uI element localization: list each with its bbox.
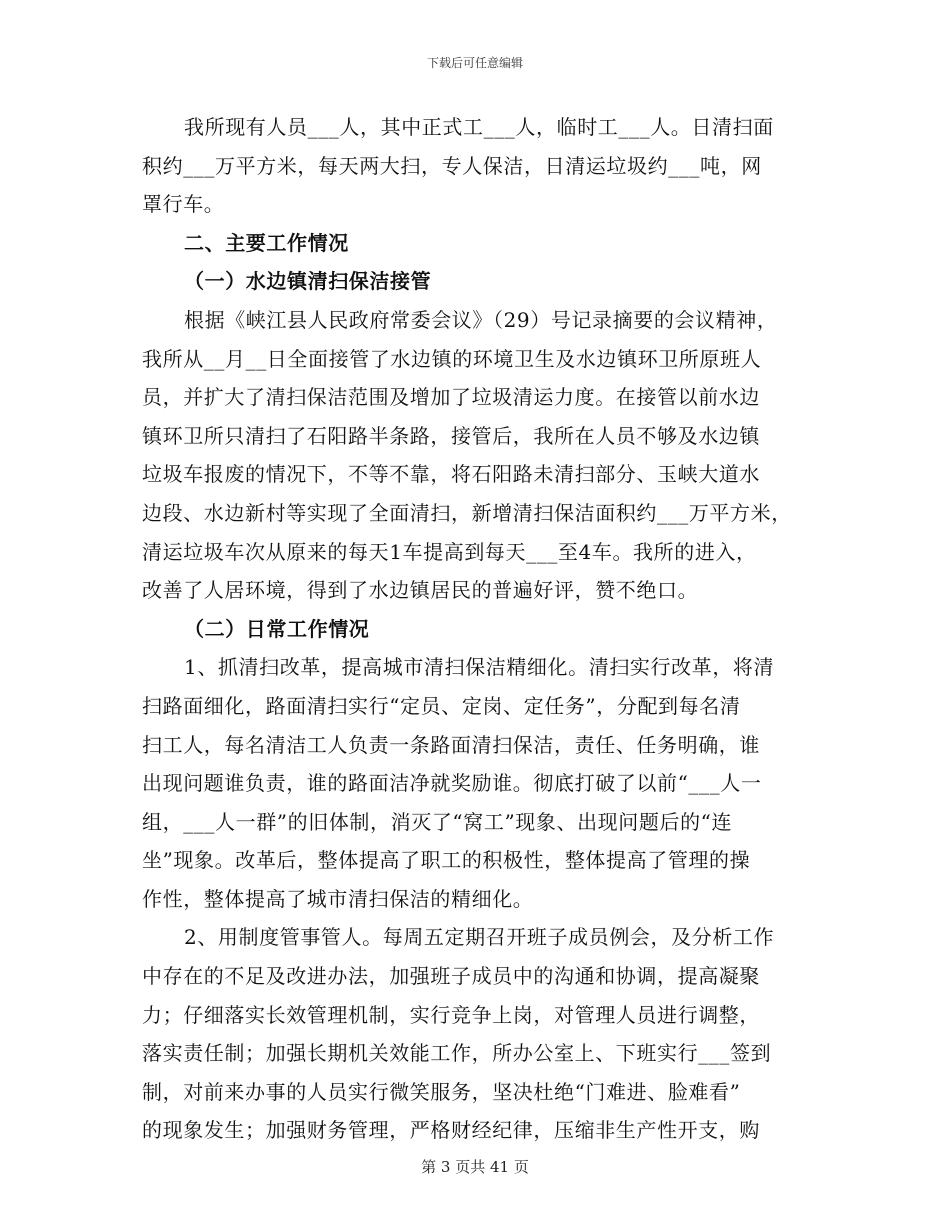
text-line: 垃圾车报废的情况下，不等不靠，将石阳路未清扫部分、玉峡大道水 <box>142 462 760 487</box>
text-line: 我所从__月__日全面接管了水边镇的环境卫生及水边镇环卫所原班人 <box>142 346 762 371</box>
text-line: 落实责任制；加强长期机关效能工作，所办公室上、下班实行___签到 <box>142 1041 772 1066</box>
header-note: 下载后可任意编辑 <box>426 56 523 70</box>
text-line: 镇环卫所只清扫了石阳路半条路，接管后，我所在人员不够及水边镇 <box>142 423 760 448</box>
text-line: 坐”现象。改革后，整体提高了职工的积极性，整体提高了管理的操 <box>142 848 751 873</box>
text-line: 出现问题谁负责，谁的路面洁净就奖励谁。彻底打破了以前“___人一 <box>142 771 762 796</box>
text-line: 组，___人一群”的旧体制，消灭了“窝工”现象、出现问题后的“连 <box>142 809 733 834</box>
text-line: 中存在的不足及改进办法，加强班子成员中的沟通和协调，提高凝聚 <box>142 964 760 989</box>
text-line: 扫路面细化，路面清扫实行“定员、定岗、定任务”，分配到每名清 <box>142 693 741 718</box>
text-line: 力；仔细落实长效管理机制，实行竞争上岗，对管理人员进行调整， <box>142 1002 760 1027</box>
text-line: 我所现有人员___人，其中正式工___人，临时工___人。日清扫面 <box>184 115 774 139</box>
text-line: 1、抓清扫改革，提高城市清扫保洁精细化。清扫实行改革，将清 <box>184 655 775 680</box>
text-line: 员，并扩大了清扫保洁范围及增加了垃圾清运力度。在接管以前水边 <box>142 385 760 410</box>
document-body <box>142 108 814 1150</box>
text-line: 清运垃圾车次从原来的每天1车提高到每天___至4车。我所的进入， <box>142 539 757 564</box>
text-line: 2、用制度管事管人。每周五定期召开班子成员例会，及分析工作 <box>184 925 775 950</box>
text-line: 扫工人，每名清洁工人负责一条路面清扫保洁，责任、任务明确，谁 <box>142 732 760 757</box>
section-heading: 二、主要工作情况 <box>184 230 349 255</box>
text-line: 积约___万平方米，每天两大扫，专人保洁，日清运垃圾约___吨，网 <box>142 153 762 178</box>
page-number-footer: 第 3 页共 41 页 <box>421 1158 529 1176</box>
text-line: 边段、水边新村等实现了全面清扫，新增清扫保洁面积约___万平方米， <box>142 500 792 525</box>
text-line: 的现象发生；加强财务管理，严格财经纪律，压缩非生产性开支，购 <box>142 1118 760 1143</box>
text-line: 制，对前来办事的人员实行微笑服务，坚决杜绝“门难进、脸难看” <box>142 1079 741 1104</box>
section-heading: （一）水边镇清扫保洁接管 <box>184 269 432 294</box>
text-line: 根据《峡江县人民政府常委会议》（29）号记录摘要的会议精神， <box>184 307 778 332</box>
text-line: 罩行车。 <box>142 192 225 217</box>
text-line: 作性，整体提高了城市清扫保洁的精细化。 <box>142 886 534 911</box>
section-heading: （二）日常工作情况 <box>184 616 370 641</box>
text-line: 改善了人居环境，得到了水边镇居民的普遍好评，赞不绝口。 <box>142 578 699 603</box>
